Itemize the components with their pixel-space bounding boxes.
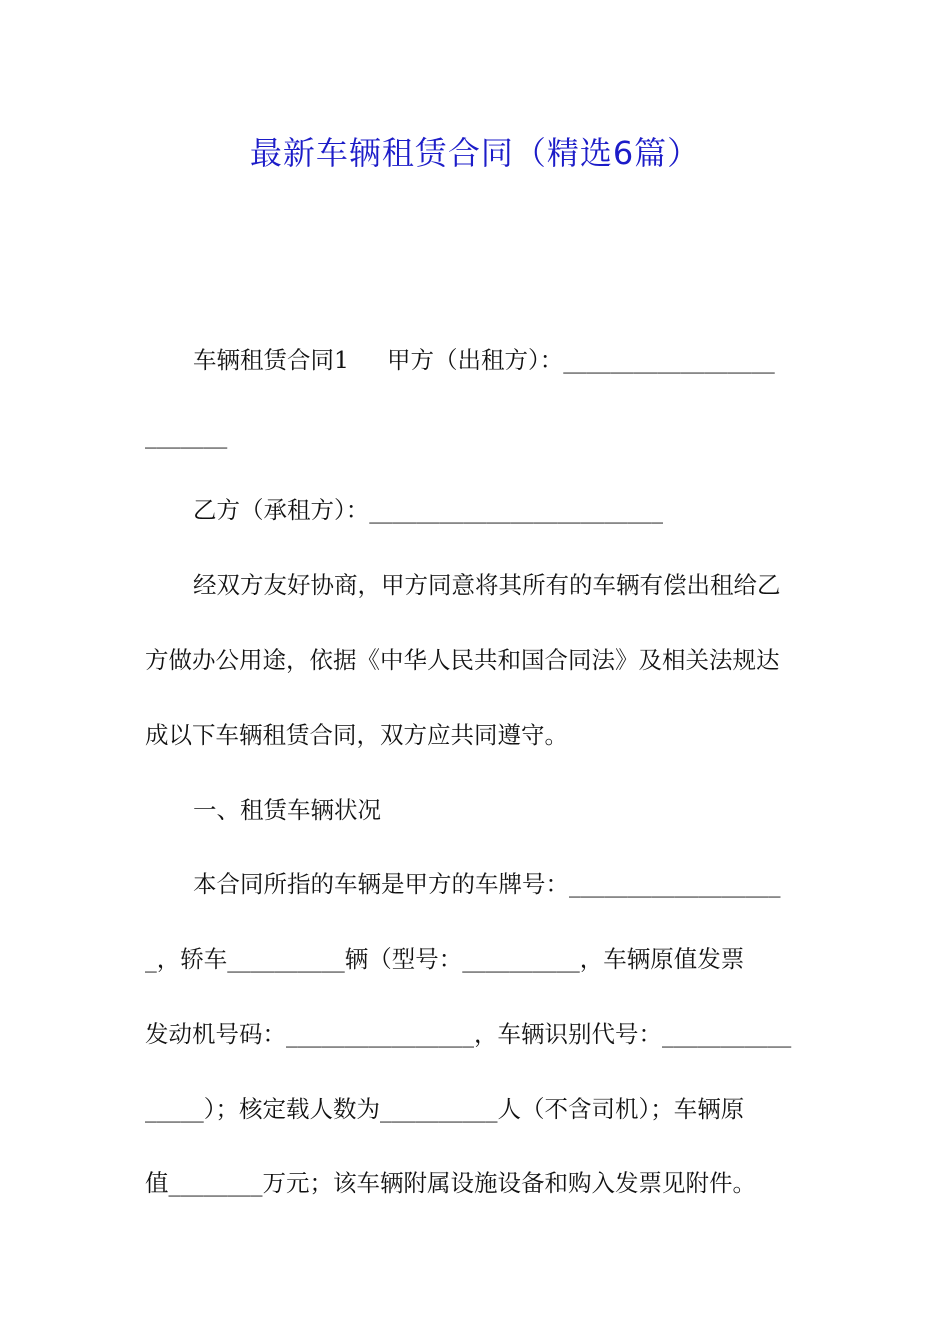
contract-number-label: 车辆租赁合同1 <box>193 346 349 374</box>
section-heading-vehicle-status: 一、租赁车辆状况 <box>193 796 381 824</box>
paragraph-intro-line-1: 经双方友好协商，甲方同意将其所有的车辆有偿出租给乙 <box>193 571 781 599</box>
paragraph-intro-line-3: 成以下车辆租赁合同，双方应共同遵守。 <box>145 721 568 749</box>
vehicle-plate-line: 本合同所指的车辆是甲方的车牌号：__________________ <box>193 870 781 898</box>
passenger-capacity-line: _____）；核定载人数为__________人（不含司机）；车辆原 <box>145 1095 745 1123</box>
party-a-field-continued: _______ <box>145 421 228 449</box>
engine-number-line: 发动机号码：________________，车辆识别代号：___________ <box>145 1020 792 1048</box>
party-b-field: 乙方（承租方）：_________________________ <box>193 496 663 524</box>
contract-heading-line <box>193 340 810 380</box>
vehicle-model-line: _，轿车__________辆（型号：__________，车辆原值发票 <box>145 945 745 973</box>
party-a-field: 甲方（出租方）：__________________ <box>386 346 775 374</box>
document-title: 最新车辆租赁合同（精选6篇） <box>249 134 701 172</box>
paragraph-intro-line-2: 方做办公用途，依据《中华人民共和国合同法》及相关法规达 <box>145 646 780 674</box>
vehicle-value-line: 值________万元；该车辆附属设施设备和购入发票见附件。 <box>145 1169 756 1197</box>
